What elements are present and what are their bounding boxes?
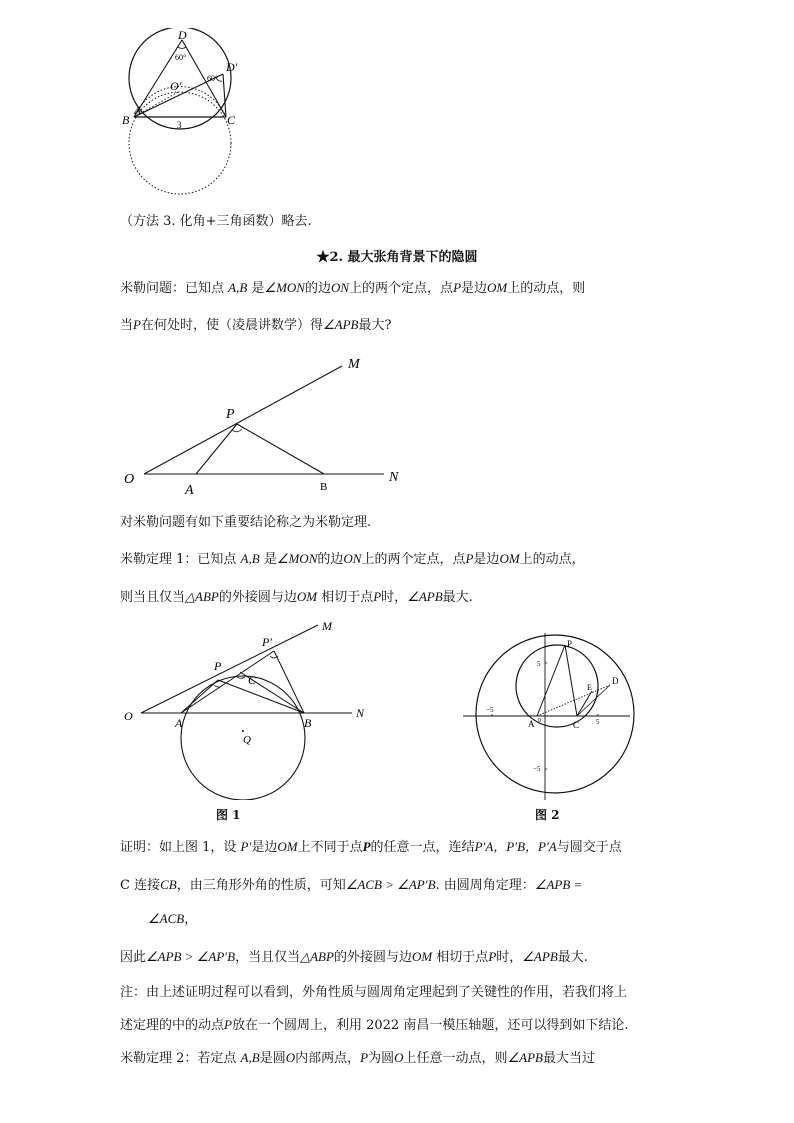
segment-PB [237, 424, 324, 474]
dotted-circle-lower [129, 92, 231, 194]
label-M: M [322, 619, 332, 633]
proof-line1: 证明：如上图 1，设 P′是边OM上不同于点P的任意一点，连结P′A，P′B，P′A与圆交于点 [120, 839, 622, 855]
label-D: D [612, 676, 619, 686]
segment-DpC [223, 74, 226, 117]
label-C: C [573, 720, 580, 730]
figure-2-caption: 图 2 [535, 808, 560, 822]
small-circle [516, 645, 598, 727]
segment-PA [181, 680, 218, 713]
theorem1-line2: 则当且仅当△ABP的外接圆与边OM 相切于点P时，∠APB最大. [120, 589, 473, 605]
figure-1-caption: 图 1 [216, 808, 241, 822]
label-Pp: P′ [262, 635, 272, 649]
label-angle-Dp: 60° [207, 74, 219, 83]
label-Op: O′ [170, 79, 182, 93]
label-D: D [178, 28, 187, 42]
dotted-AD [537, 685, 610, 716]
label-angle-D: 60° [175, 53, 187, 62]
tick-label-x-neg: −5 [486, 706, 494, 714]
label-O: O [124, 472, 135, 487]
label-A: A [528, 719, 535, 729]
figure-miller-question [120, 350, 410, 500]
method3-text: （方法 3. 化角+三角函数）略去. [120, 214, 312, 229]
theorem1-line1: 米勒定理 1：已知点 A,B 是∠MON的边ON上的两个定点，点P是边OM上的动点， [120, 551, 585, 567]
proof-line3: ∠ACB， [148, 911, 198, 927]
angle-mark-D [178, 47, 186, 49]
label-B: B [304, 716, 312, 730]
intro-text: 对米勒问题有如下重要结论称之为米勒定理. [120, 515, 372, 530]
tick-label-y-pos: 5 [537, 660, 541, 668]
label-B: B [122, 113, 130, 127]
proof-line2: C 连接CB，由三角形外角的性质，可知∠ACB > ∠AP′B. 由圆周角定理：∠APB = [120, 877, 583, 893]
miller-question-line2: 当P在何处时，使（凌晨讲数学）得∠APB最大? [120, 317, 392, 333]
label-A: A [185, 483, 194, 498]
tick-label-zero: 0 [538, 718, 541, 724]
note-line2: 述定理的中的动点P放在一个圆周上，利用 2022 南昌一模压轴题，还可以得到如下结论. [120, 1017, 629, 1033]
label-N: N [389, 470, 399, 485]
figure-1 [120, 615, 380, 800]
figure-top-circles [118, 28, 248, 203]
tick-label-x-pos: 5 [596, 718, 600, 726]
label-Dp: D′ [226, 60, 238, 74]
miller-question-line1: 米勒问题：已知点 A,B 是∠MON的边ON上的两个定点，点P是边OM上的动点，则 [120, 280, 586, 296]
center-Q [242, 730, 244, 732]
segment-CD [577, 685, 610, 716]
label-O: O [124, 709, 133, 723]
section-title: ★2. 最大张角背景下的隐圆 [316, 250, 478, 265]
large-circle [476, 635, 634, 793]
figure-2 [460, 630, 635, 805]
label-B: B [320, 481, 328, 493]
label-P: P [214, 659, 222, 673]
segment-PpA [181, 651, 274, 713]
proof-line4: 因此∠APB > ∠AP′B，当且仅当△ABP的外接圆与边OM 相切于点P时，∠APB最大. [120, 949, 588, 965]
angle-mark-P [232, 429, 242, 432]
segment-DC [182, 40, 226, 117]
label-M: M [348, 357, 360, 372]
label-P: P [567, 639, 573, 649]
label-A: A [175, 716, 183, 730]
label-side-BC: 3 [177, 120, 182, 130]
theorem2-line: 米勒定理 2：若定点 A,B是圆O内部两点，P为圆O上任意一动点，则∠APB最大当过 [120, 1050, 595, 1066]
ray-OM [144, 366, 342, 474]
label-Q: Q [243, 734, 251, 746]
label-C: C [248, 673, 257, 687]
label-E: E [587, 683, 592, 692]
segment-PA [537, 645, 565, 716]
label-C: C [227, 113, 236, 127]
note-line1: 注：由上述证明过程可以看到，外角性质与圆周角定理起到了关键性的作用，若我们将上 [120, 985, 628, 1000]
segment-PC [565, 645, 577, 716]
label-P: P [226, 407, 235, 422]
tick-label-y-neg: −5 [533, 765, 541, 773]
label-A: A [134, 105, 141, 117]
label-N: N [356, 706, 365, 720]
segment-PA [196, 424, 237, 474]
